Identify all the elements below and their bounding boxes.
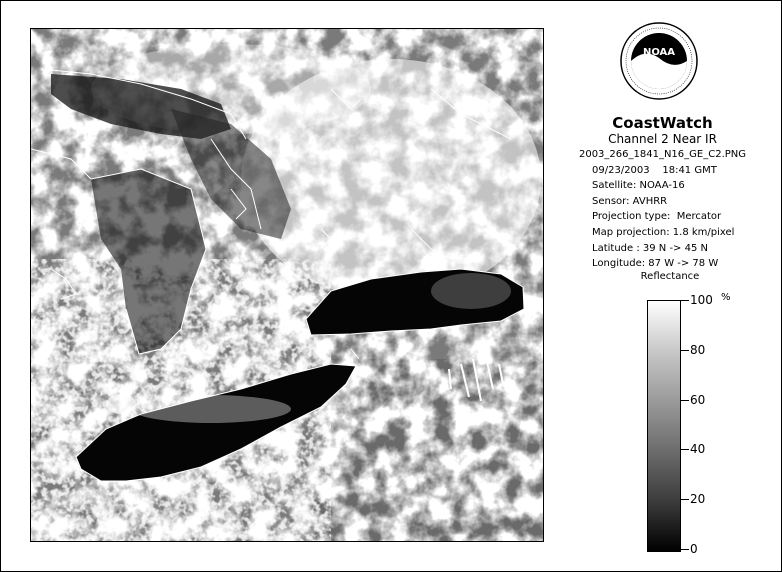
colorbar-tick bbox=[681, 350, 689, 351]
product-title: CoastWatch bbox=[612, 114, 713, 132]
date-time: 09/23/2003 18:41 GMT bbox=[592, 164, 717, 176]
latitude: Latitude : 39 N -> 45 N bbox=[592, 242, 708, 254]
colorbar-tick-label: 0 bbox=[690, 542, 698, 556]
reflectance-colorbar bbox=[647, 300, 681, 552]
colorbar-tick-label: 100 bbox=[690, 293, 713, 307]
colorbar-tick bbox=[681, 499, 689, 500]
projection-type: Projection type: Mercator bbox=[592, 211, 722, 223]
colorbar-tick-label: 40 bbox=[690, 442, 706, 457]
satellite-image bbox=[30, 28, 544, 542]
colorbar-tick bbox=[681, 300, 689, 301]
colorbar-tick-label: 20 bbox=[690, 492, 706, 507]
colorbar-tick-label: 60 bbox=[690, 392, 706, 407]
satellite: Satellite: NOAA-16 bbox=[592, 180, 685, 192]
map-projection: Map projection: 1.8 km/pixel bbox=[592, 226, 735, 238]
file-name: 2003_266_1841_N16_GE_C2.PNG bbox=[578, 149, 747, 160]
colorbar-tick bbox=[681, 549, 689, 550]
colorbar-tick bbox=[681, 449, 689, 450]
longitude: Longitude: 87 W -> 78 W bbox=[592, 258, 719, 270]
sensor: Sensor: AVHRR bbox=[592, 195, 668, 207]
colorbar-tick bbox=[681, 400, 689, 401]
colorbar-tick-label: 80 bbox=[690, 342, 706, 357]
legend-unit: % bbox=[721, 292, 731, 303]
legend-title: Reflectance bbox=[640, 271, 700, 282]
noaa-logo-icon bbox=[620, 22, 698, 100]
logo-label: NOAA bbox=[642, 47, 676, 58]
channel-label: Channel 2 Near IR bbox=[608, 132, 717, 146]
metadata-panel bbox=[555, 114, 770, 272]
